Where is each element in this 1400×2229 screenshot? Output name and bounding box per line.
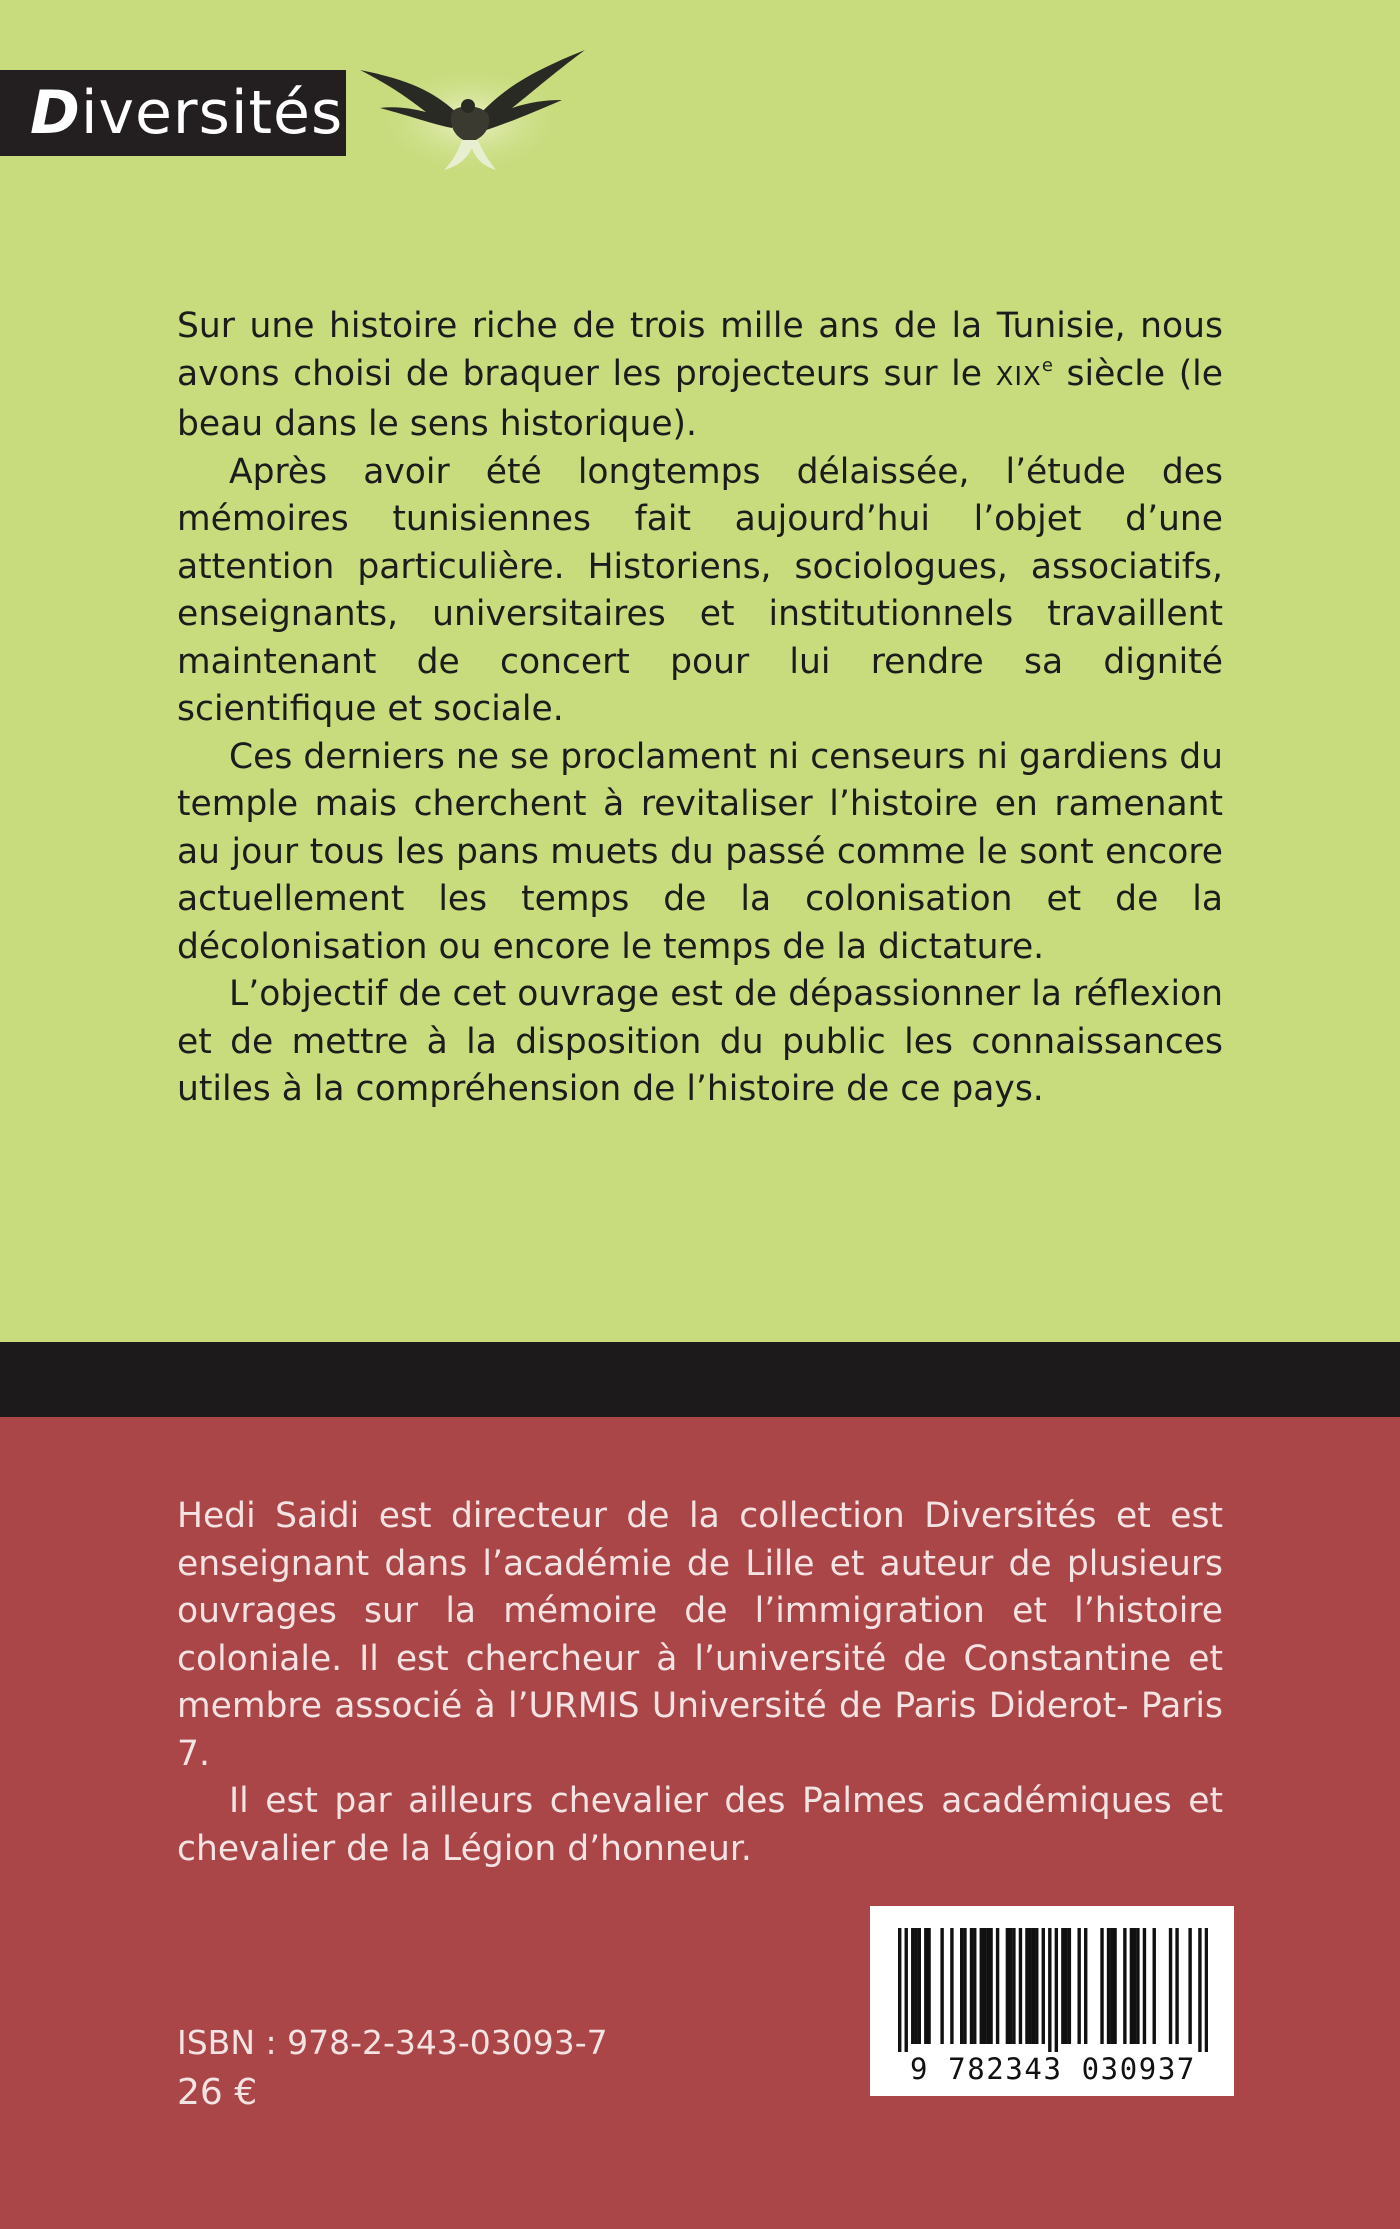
barcode-bar [927,1928,930,2044]
barcode-bar [1025,1928,1028,2044]
barcode-bar [1123,1928,1126,2044]
barcode-bar [1077,1928,1080,2044]
bio-paragraph: Il est par ailleurs chevalier des Palmes académiques et chevalier de la Légion d’honneur. [177,1781,1223,1869]
author-bio [177,1493,1223,1873]
isbn: ISBN : 978-2-343-03093-7 [177,2023,608,2062]
barcode-bar [1006,1928,1009,2044]
barcode-bar [1100,1928,1103,2044]
barcode-bar [1061,1928,1064,2044]
barcode-bar [1084,1928,1087,2044]
barcode-bars [898,1928,1208,2052]
barcode-bar [1107,1928,1110,2044]
barcode-bar [950,1928,953,2044]
barcode-bar [970,1928,973,2044]
barcode-bar [1042,1928,1045,2044]
barcode-bar [1012,1928,1015,2044]
description-paragraph: Sur une histoire riche de trois mille ans de la Tunisie, nous avons choisi de braquer les projecteurs sur le XIXe siècle (le beau dans le sens historique). [177,306,1223,444]
barcode-bar [1064,1928,1067,2044]
barcode-digits: 9 782343 030937 [910,2052,1196,2086]
barcode-bar [1035,1928,1038,2044]
barcode-bar [983,1928,986,2044]
barcode-bar [1055,1928,1058,2052]
description-paragraph: L’objectif de cet ouvrage est de dépassionner la réflexion et de mettre à la disposition du public les connaissances utiles à la compréhension de l’histoire de ce pays. [177,974,1223,1109]
barcode-bar [973,1928,976,2044]
barcode-bar [1130,1928,1133,2044]
collection-initial: D [30,78,81,148]
barcode-bar [1175,1928,1178,2044]
barcode-bar [1133,1928,1136,2044]
barcode-bar [989,1928,992,2044]
barcode-bar [1110,1928,1113,2044]
collection-label [0,70,346,156]
barcode-bar [1019,1928,1022,2044]
barcode-bar [905,1928,908,2052]
barcode-bar [960,1928,963,2044]
barcode-bar [1136,1928,1139,2044]
barcode-bar [924,1928,927,2044]
barcode-bar [1009,1928,1012,2044]
collection-rest: iversités [80,78,344,148]
barcode-bar [996,1928,999,2044]
barcode-bar [1048,1928,1051,2052]
description-paragraph: Après avoir été longtemps délaissée, l’étude des mémoires tunisiennes fait aujourd’hui l’objet d’une attention particulière. Historiens, sociologues, associatifs, enseignants, universitaires et institutionnels travaillent maintenant de concert pour lui rendre sa dignité scientifique et sociale. [177,451,1223,729]
bio-paragraph: Hedi Saidi est directeur de la collection Diversités et est enseignant dans l’académie de Lille et auteur de plusieurs ouvrages sur la mémoire de l’immigration et l’histoire coloniale. Il est chercheur à l’université de Constantine et membre associé à l’URMIS Université de Paris Diderot- Paris 7. [177,1496,1223,1774]
barcode-bar [1188,1928,1191,2044]
barcode-bar [940,1928,943,2044]
barcode-bar [1068,1928,1071,2044]
barcode-bar [1143,1928,1146,2044]
divider-band [0,1342,1400,1417]
barcode-bar [986,1928,989,2044]
barcode-bar [963,1928,966,2044]
barcode-bar [1029,1928,1032,2044]
barcode-bar [911,1928,914,2044]
book-description [177,303,1223,1114]
barcode-bar [898,1928,901,2052]
barcode-bar [1153,1928,1156,2044]
price: 26 € [177,2072,258,2113]
barcode-bar [1169,1928,1172,2044]
barcode-bar [1032,1928,1035,2044]
barcode-bar [1205,1928,1208,2052]
barcode-bar [980,1928,983,2044]
barcode-bar [1198,1928,1201,2052]
barcode-bar [914,1928,917,2044]
barcode-bar [1113,1928,1116,2044]
barcode [870,1906,1234,2096]
dove-icon [340,42,600,182]
description-paragraph: Ces derniers ne se proclament ni censeurs ni gardiens du temple mais cherchent à revitaliser l’histoire en ramenant au jour tous les pans muets du passé comme le sont encore actuellement les temps de la colonisation et de la décolonisation ou encore le temps de la dictature. [177,736,1223,967]
barcode-bar [918,1928,921,2044]
